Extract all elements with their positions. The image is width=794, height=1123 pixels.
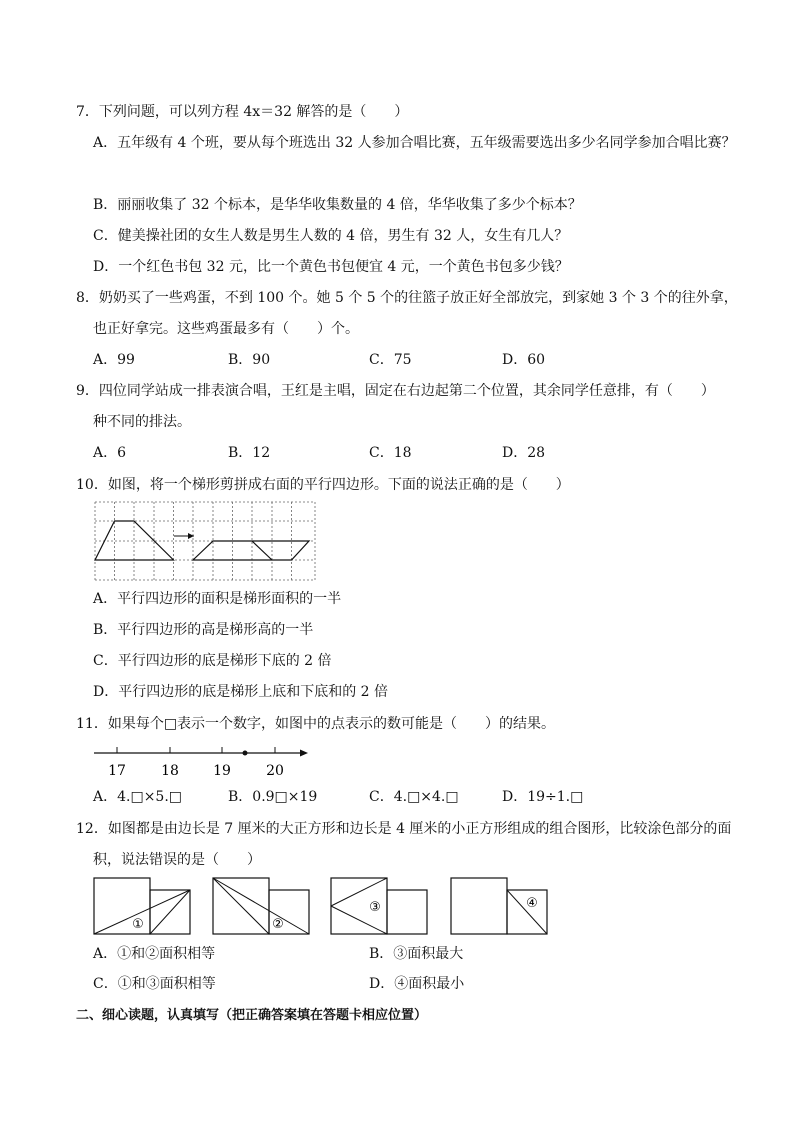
section-2-heading: 二、细心读题，认真填写（把正确答案填在答题卡相应位置） xyxy=(76,1008,428,1023)
q9-option-d: D．28 xyxy=(502,445,546,461)
tick-label-20: 20 xyxy=(266,763,284,779)
q10-option-a: A．平行四边形的面积是梯形面积的一半 xyxy=(93,591,342,607)
q12-option-c: C．①和③面积相等 xyxy=(93,976,216,992)
q7-option-d: D．一个红色书包 32 元，比一个黄色书包便宜 4 元，一个黄色书包多少钱？ xyxy=(93,259,569,275)
q8-option-a: A．99 xyxy=(93,352,135,368)
figure-2-label: ② xyxy=(272,917,284,932)
figure-2 xyxy=(212,877,312,935)
q9-option-b: B．12 xyxy=(228,445,271,461)
figure-3 xyxy=(330,877,430,935)
number-line-point xyxy=(243,751,248,756)
q10-stem: 10．如图，将一个梯形剪拼成右面的平行四边形。下面的说法正确的是（ ） xyxy=(76,477,570,493)
figure-1-label: ① xyxy=(132,917,144,932)
q8-option-c: C．75 xyxy=(369,352,412,368)
q12-option-b: B．③面积最大 xyxy=(369,946,464,962)
q11-option-a: A．4.□×5.□ xyxy=(93,789,183,805)
q12-option-a: A．①和②面积相等 xyxy=(93,946,216,962)
q10-option-b: B．平行四边形的高是梯形高的一半 xyxy=(93,622,314,638)
q11-option-c: C．4.□×4.□ xyxy=(369,789,459,805)
arrow-right-icon xyxy=(300,750,308,757)
figure-4-label: ④ xyxy=(526,896,538,911)
tick-label-17: 17 xyxy=(108,763,126,779)
q8-stem-line1: 8．奶奶买了一些鸡蛋，不到 100 个。她 5 个 5 个的往篮子放正好全部放完，到家她 3 个 3 个的往外拿， xyxy=(76,290,738,306)
figure-3-label: ③ xyxy=(369,900,381,915)
q11-option-b: B．0.9□×19 xyxy=(228,789,318,805)
q10-option-d: D．平行四边形的底是梯形上底和下底和的 2 倍 xyxy=(93,684,389,700)
q8-stem-line2: 也正好拿完。这些鸡蛋最多有（ ）个。 xyxy=(93,321,359,337)
q9-option-c: C．18 xyxy=(369,445,412,461)
q8-option-d: D．60 xyxy=(502,352,546,368)
figure-1 xyxy=(93,877,193,935)
q11-option-d: D．19÷1.□ xyxy=(502,789,584,805)
q7-stem: 7．下列问题，可以列方程 4x＝32 解答的是（ ） xyxy=(76,104,409,120)
q9-option-a: A．6 xyxy=(93,445,127,461)
tick-label-19: 19 xyxy=(213,763,231,779)
q12-stem-line1: 12．如图都是由边长是 7 厘米的大正方形和边长是 4 厘米的小正方形组成的组合图形，比较涂色部分的面 xyxy=(76,821,732,837)
q9-stem-line2: 种不同的排法。 xyxy=(93,414,191,430)
q8-option-b: B．90 xyxy=(228,352,271,368)
figure-4 xyxy=(450,877,550,935)
q7-option-c: C．健美操社团的女生人数是男生人数的 4 倍，男生有 32 人，女生有几人？ xyxy=(93,228,569,244)
trapezoid-grid-figure xyxy=(94,501,316,581)
tick-label-18: 18 xyxy=(161,763,179,779)
q10-option-c: C．平行四边形的底是梯形下底的 2 倍 xyxy=(93,653,332,669)
q7-option-a: A．五年级有 4 个班，要从每个班选出 32 人参加合唱比赛，五年级需要选出多少名同学参加合唱比赛？ xyxy=(93,135,736,151)
q11-stem: 11．如果每个□表示一个数字，如图中的点表示的数可能是（ ）的结果。 xyxy=(76,716,556,732)
q12-stem-line2: 积，说法错误的是（ ） xyxy=(93,852,261,868)
q7-option-b: B．丽丽收集了 32 个标本，是华华收集数量的 4 倍，华华收集了多少个标本？ xyxy=(93,197,582,213)
number-line-figure xyxy=(90,745,315,779)
cut-line xyxy=(252,541,272,560)
q12-option-d: D．④面积最小 xyxy=(369,976,465,992)
q9-stem-line1: 9．四位同学站成一排表演合唱，王红是主唱，固定在右边起第二个位置，其余同学任意排，有（ ） xyxy=(76,383,715,399)
